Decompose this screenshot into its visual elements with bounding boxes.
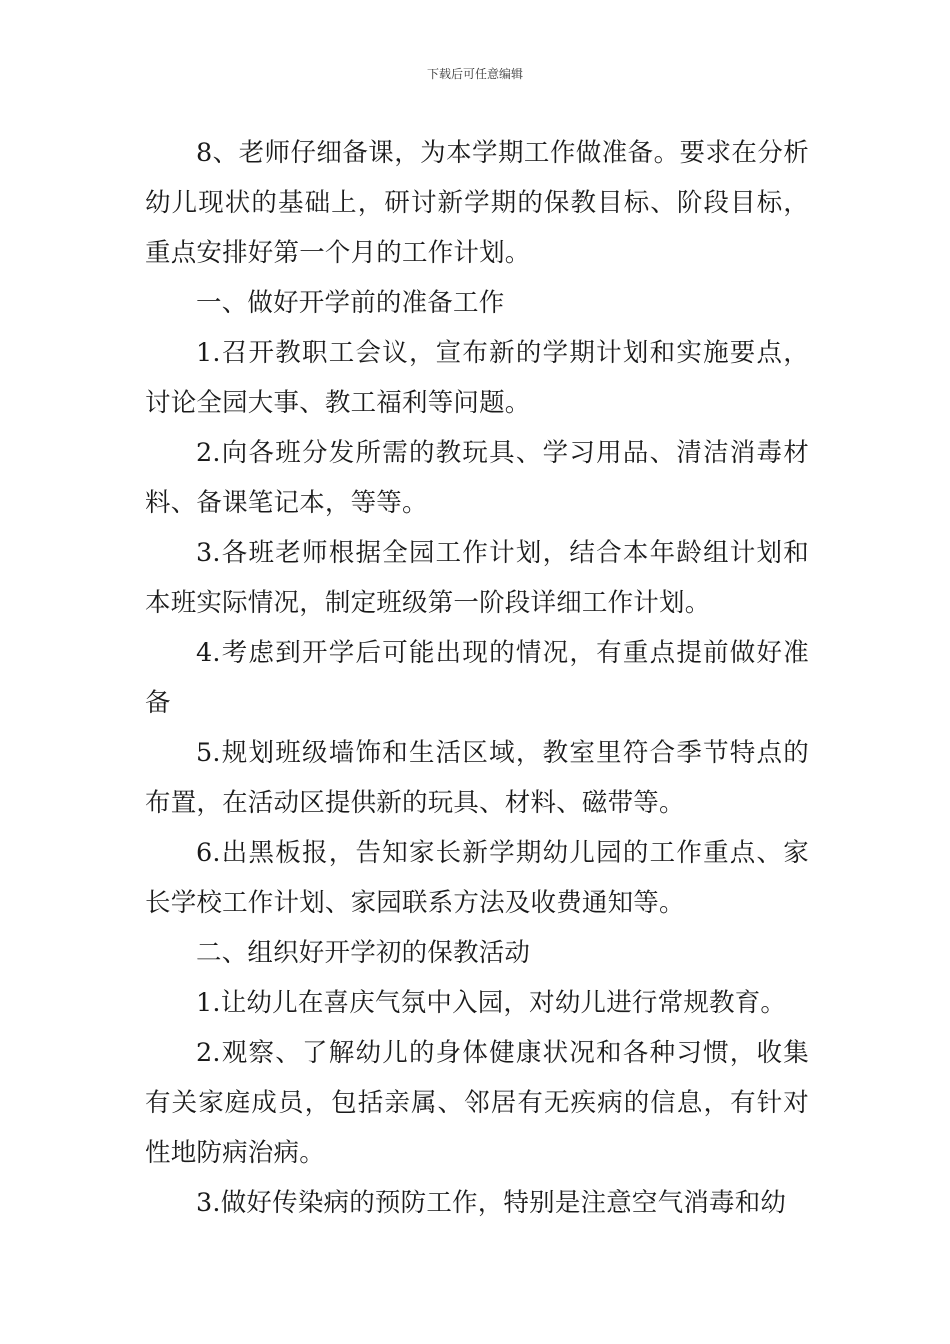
paragraph: 1.让幼儿在喜庆气氛中入园，对幼儿进行常规教育。	[196, 988, 787, 1018]
section-heading: 二、组织好开学初的保教活动	[196, 938, 531, 968]
paragraph: 2.观察、了解幼儿的身体健康状况和各种习惯，收集有关家庭成员，包括亲属、邻居有无疾病的信息，有针对性地防病治病。	[145, 1038, 809, 1168]
header-note: 下载后可任意编辑	[426, 67, 523, 81]
paragraph: 4.考虑到开学后可能出现的情况，有重点提前做好准备	[145, 638, 809, 718]
paragraph: 5.规划班级墙饰和生活区域，教室里符合季节特点的布置，在活动区提供新的玩具、材料、磁带等。	[145, 738, 809, 818]
paragraph: 3.各班老师根据全园工作计划，结合本年龄组计划和本班实际情况，制定班级第一阶段详细工作计划。	[145, 538, 809, 618]
paragraph: 6.出黑板报，告知家长新学期幼儿园的工作重点、家长学校工作计划、家园联系方法及收费通知等。	[145, 838, 809, 918]
paragraph: 8、老师仔细备课，为本学期工作做准备。要求在分析幼儿现状的基础上，研讨新学期的保教目标、阶段目标，重点安排好第一个月的工作计划。	[145, 138, 809, 268]
document-body	[145, 128, 809, 1228]
paragraph: 2.向各班分发所需的教玩具、学习用品、清洁消毒材料、备课笔记本，等等。	[145, 438, 809, 518]
paragraph: 1.召开教职工会议，宣布新的学期计划和实施要点，讨论全园大事、教工福利等问题。	[145, 338, 809, 418]
paragraph: 3.做好传染病的预防工作，特别是注意空气消毒和幼	[196, 1188, 787, 1218]
section-heading: 一、做好开学前的准备工作	[196, 288, 505, 318]
